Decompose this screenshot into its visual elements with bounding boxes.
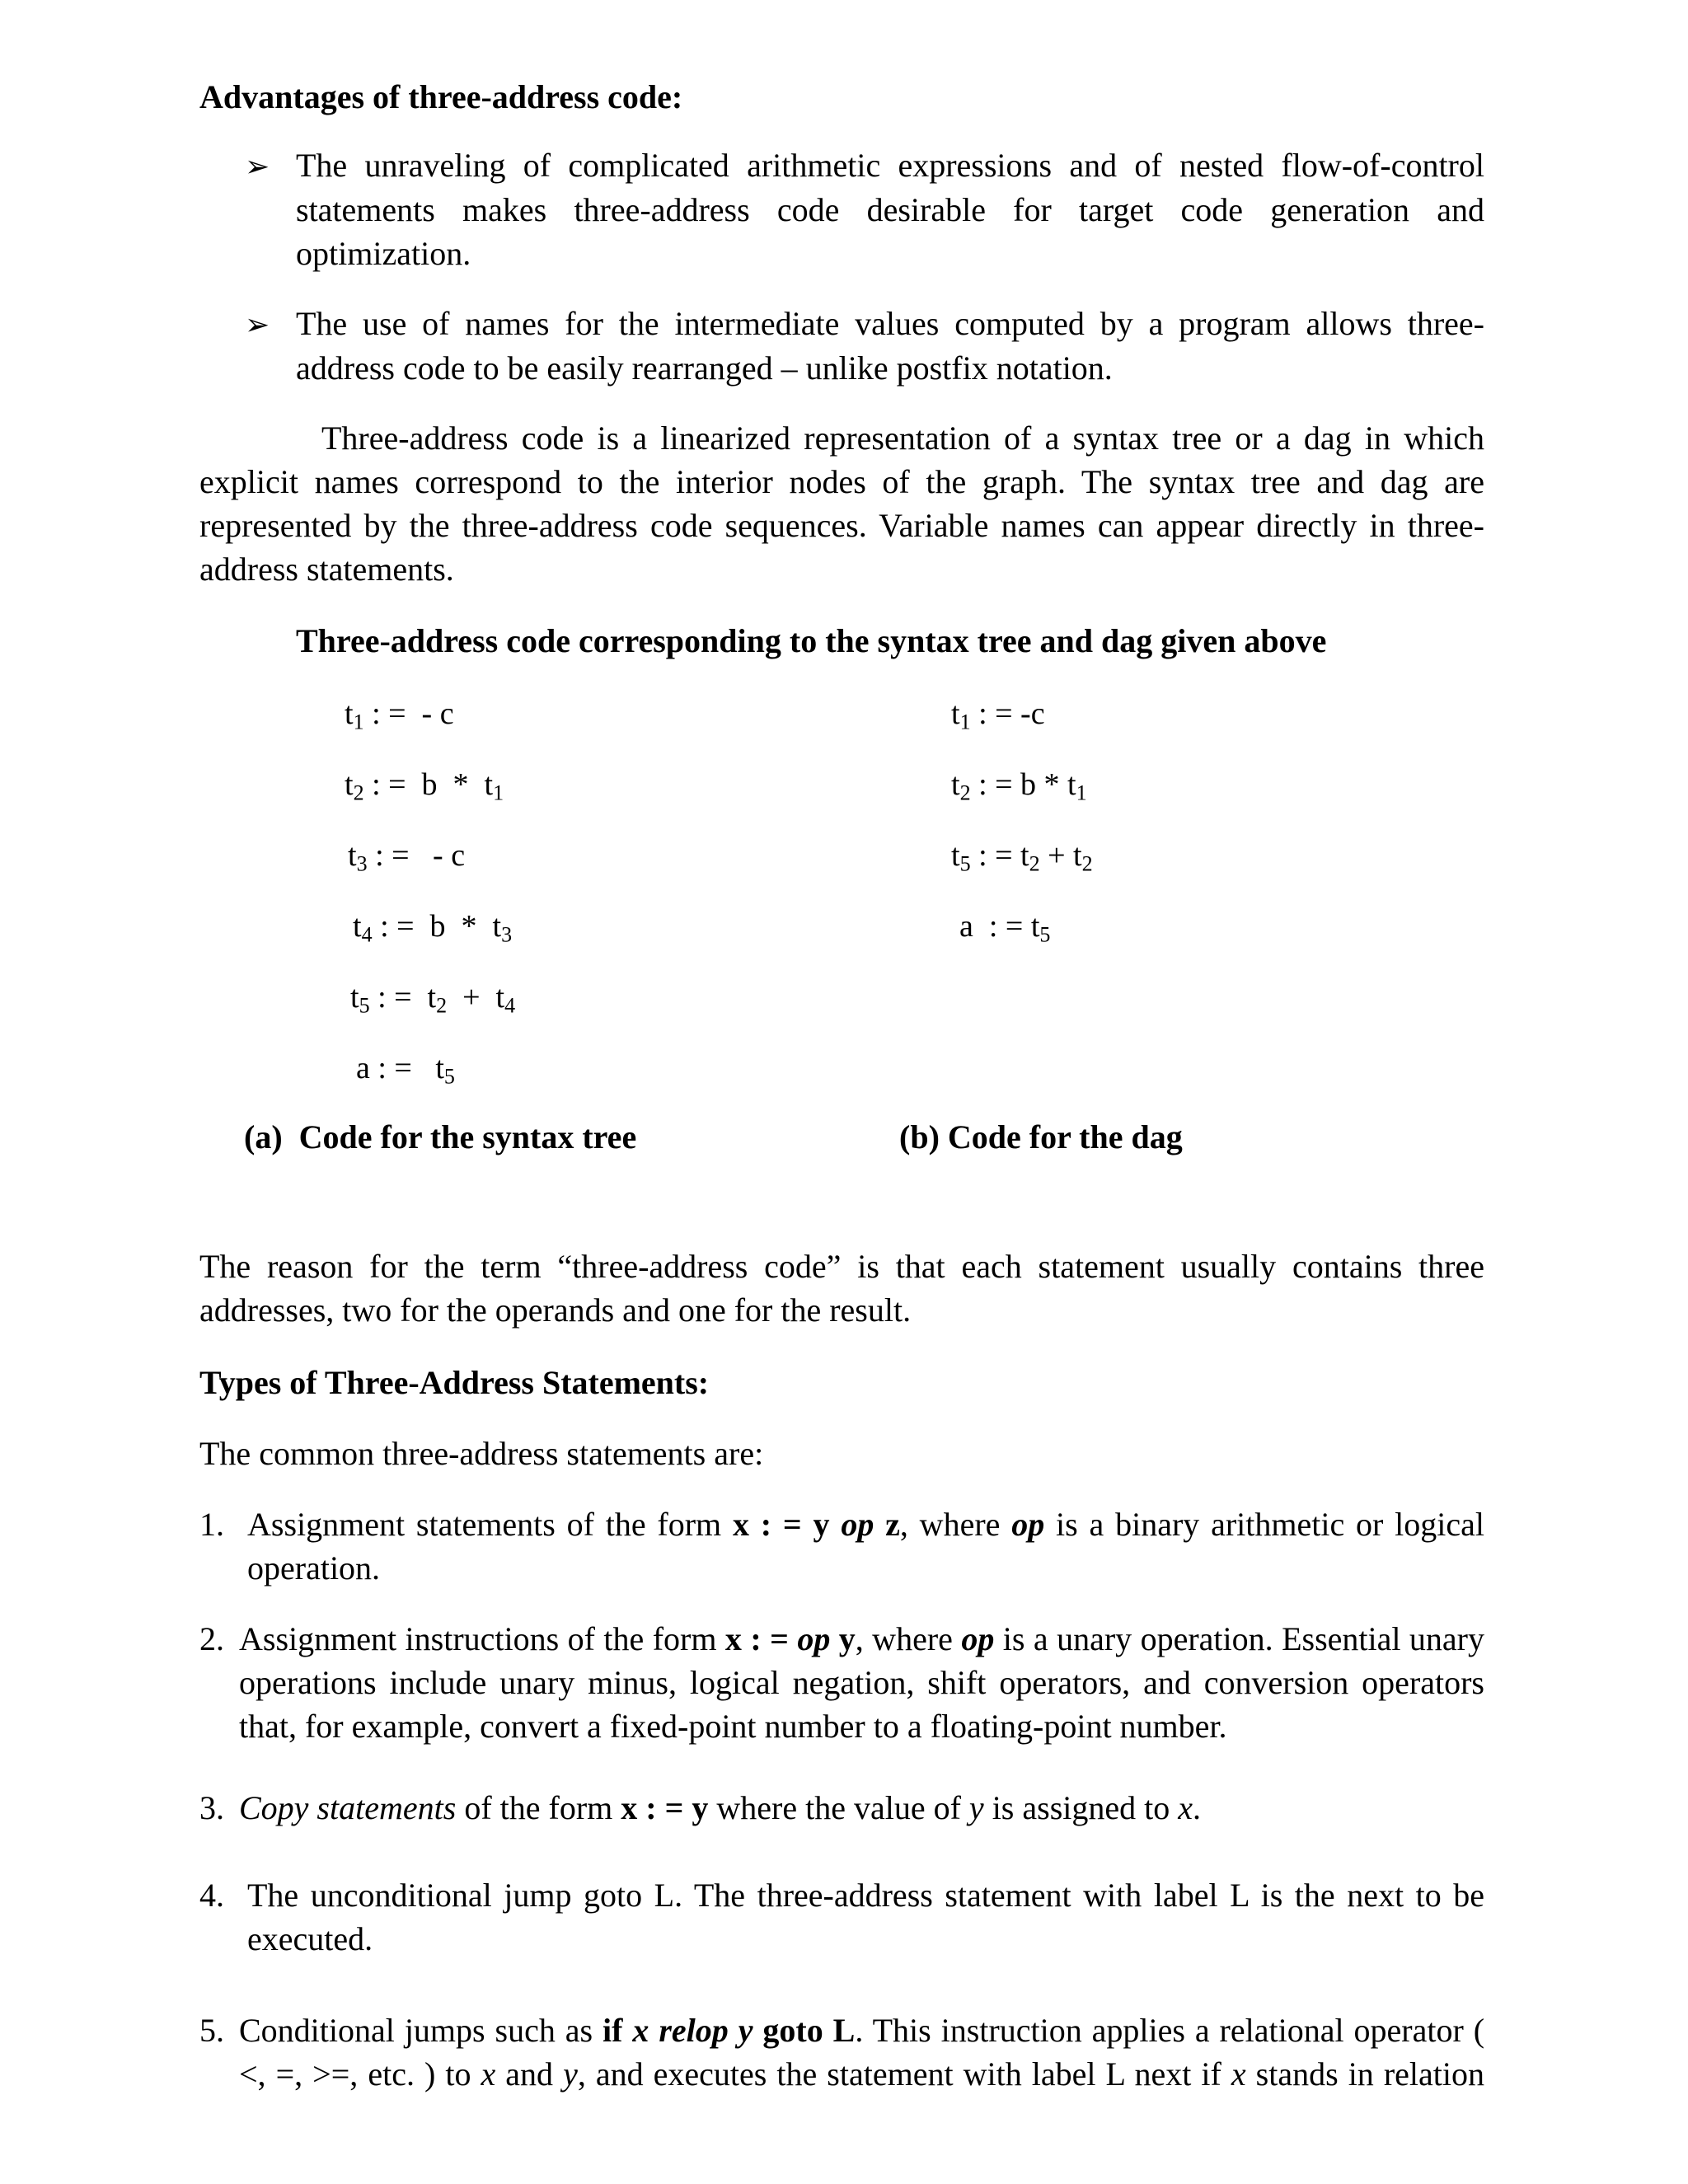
caption-syntax-tree: (a) Code for the syntax tree [244,1118,637,1155]
para2-line-1: The reason for the term “three-address code” is that each statement usually contains three [199,1248,1484,1285]
common-intro: The common three-address statements are: [199,1435,764,1472]
bullet-2-line-2: address code to be easily rearranged – unlike postfix notation. [296,349,1113,387]
heading-types: Types of Three-Address Statements: [199,1364,710,1401]
code-tree-line: $t_1$ : = - c [345,696,454,734]
item-3-line-1: Copy statements of the form x : = y where the value of y is assigned to x. [239,1789,1201,1826]
code-tree-line: $t_4$ : = b * $t_3$ [353,909,513,947]
code-dag-line: a : = $t_5$ [959,909,1051,947]
para2-line-2: addresses, two for the operands and one for the result. [199,1291,912,1329]
item-4-line-2: executed. [247,1920,373,1957]
para1-line-1: Three-address code is a linearized representation of a syntax tree or a dag in which [321,419,1484,457]
item-3-number: 3. [199,1789,224,1826]
figure-title: Three-address code corresponding to the syntax tree and dag given above [296,622,1327,659]
item-4-number: 4. [199,1877,224,1914]
code-dag-line: $t_2$ : = b * $t_1$ [951,767,1087,805]
code-dag-line: $t_5$ : = $t_2 + t_2$ [951,838,1093,876]
item-5-line-2: <, =, >=, etc. ) to x and y, and executes the statement with label L next if x stands in relation [239,2055,1484,2093]
code-tree-line: $t_5$ : = $t_2 + t_4$ [350,980,516,1018]
para1-line-3: represented by the three-address code sequences. Variable names can appear directly in three- [199,507,1484,544]
caption-dag: (b) Code for the dag [899,1118,1183,1155]
bullet-1-line-1: The unraveling of complicated arithmetic expressions and of nested flow-of-control [296,147,1484,184]
bullet-arrow-icon: ➢ [245,150,270,183]
item-1-number: 1. [199,1506,224,1543]
para1-line-4: address statements. [199,551,454,588]
bullet-arrow-icon: ➢ [245,308,270,341]
item-1-line-1: Assignment statements of the form x : = y op z, where op is a binary arithmetic or logical [247,1506,1485,1543]
item-5-line-1: Conditional jumps such as if x relop y goto L. This instruction applies a relational operator ( [239,2012,1485,2049]
item-1-line-2: operation. [247,1549,381,1586]
heading-advantages: Advantages of three-address code: [199,78,683,115]
item-5-number: 5. [199,2012,224,2049]
item-2-line-3: that, for example, convert a fixed-point number to a floating-point number. [239,1708,1227,1745]
bullet-2-line-1: The use of names for the intermediate values computed by a program allows three- [296,305,1484,342]
item-4-line-1: The unconditional jump goto L. The three-address statement with label L is the next to be [247,1877,1484,1914]
bullet-1-line-2: statements makes three-address code desirable for target code generation and [296,191,1484,228]
code-dag-line: $t_1$ : = -c [951,696,1045,734]
para1-line-2: explicit names correspond to the interior nodes of the graph. The syntax tree and dag are [199,463,1484,500]
code-tree-line: a : = $t_5$ [356,1051,455,1089]
bullet-1-line-3: optimization. [296,235,471,272]
code-tree-line: $t_3$ : = - c [348,838,466,876]
code-tree-line: $t_2$ : = b * $t_1$ [345,767,504,805]
item-2-line-1: Assignment instructions of the form x : = op y, where op is a unary operation. Essential unary [239,1620,1484,1657]
item-2-line-2: operations include unary minus, logical negation, shift operators, and conversion operators [239,1664,1484,1701]
item-2-number: 2. [199,1620,224,1657]
